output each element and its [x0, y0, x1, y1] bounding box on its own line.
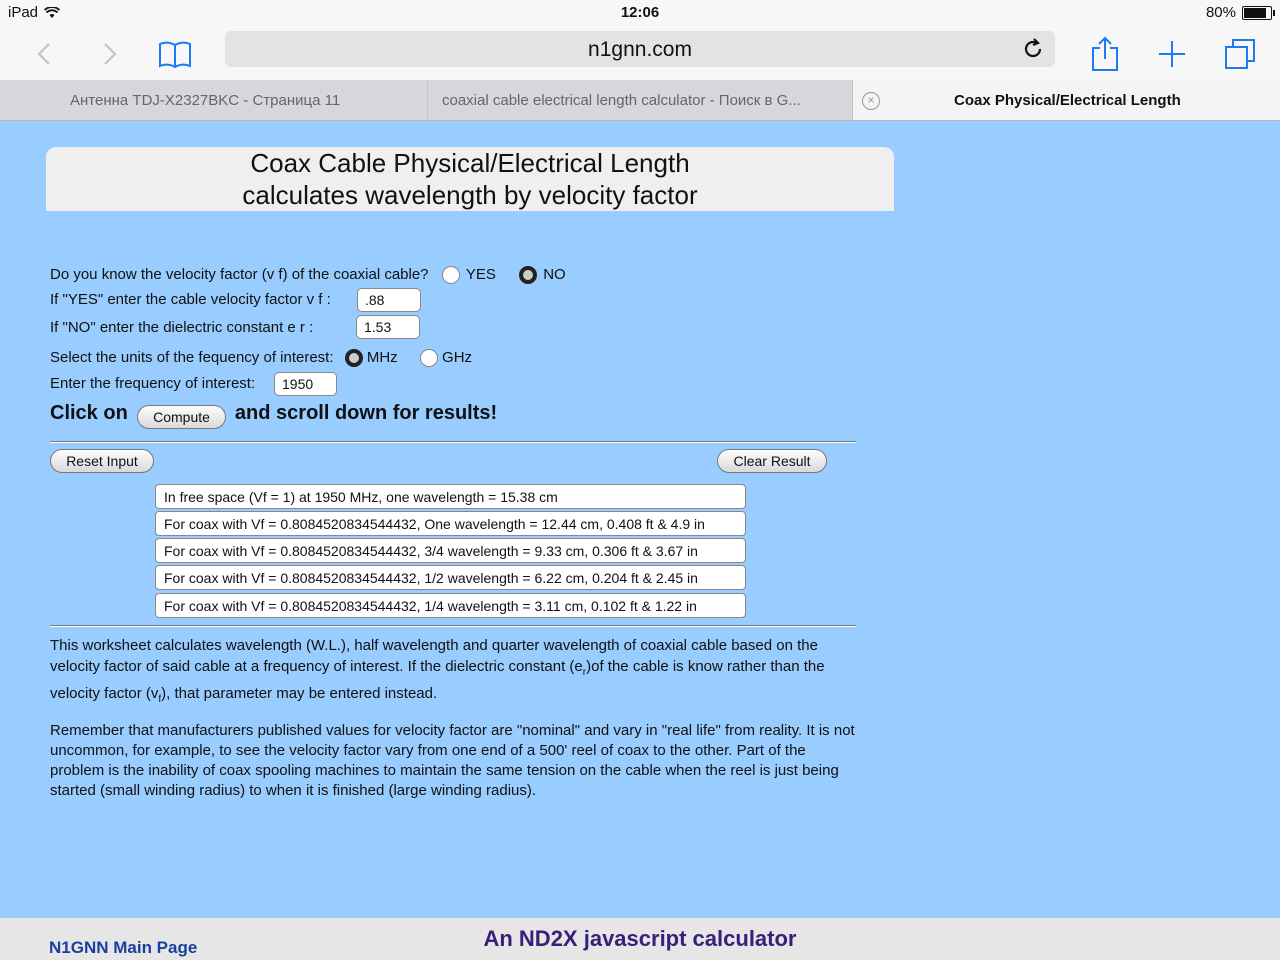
desc-text: )of the cable is know rather than the velocity factor (v: [50, 658, 825, 702]
vf-question: Do you know the velocity factor (v f) of the coaxial cable?: [50, 266, 429, 283]
units-prompt: Select the units of the fequency of interest:: [50, 349, 334, 366]
compute-line: [50, 402, 497, 425]
tab-search[interactable]: [428, 80, 853, 120]
result-free-space: In free space (Vf = 1) at 1950 MHz, one wavelength = 15.38 cm: [155, 484, 746, 509]
freq-input[interactable]: 1950: [274, 372, 337, 396]
desc-sub: r: [582, 667, 587, 678]
result-three-quarter-wavelength: For coax with Vf = 0.8084520834544432, 3/4 wavelength = 9.33 cm, 0.306 ft & 3.67 in: [155, 538, 746, 563]
bookmarks-icon[interactable]: [155, 34, 195, 74]
tab-label: coaxial cable electrical length calculator - Поиск в G...: [442, 91, 801, 109]
note-paragraph: Remember that manufacturers published values for velocity factor are "nominal" and vary in "real life" from reality. It is not uncommon, for example, to see the velocity factor vary from one end of a 500' reel of coax to the other. Part of the problem is the inability of coax spooling machines to maintain the same tension on the cable when the reel is just being started (small winding radius) to when it is finished (large winding radius).: [50, 722, 855, 799]
battery-percent: 80%: [1205, 4, 1236, 21]
result-one-wavelength: For coax with Vf = 0.8084520834544432, One wavelength = 12.44 cm, 0.408 ft & 4.9 in: [155, 511, 746, 536]
desc-text: ), that parameter may be entered instead.: [161, 685, 438, 702]
url-bar[interactable]: [225, 31, 1055, 67]
ghz-radio[interactable]: [420, 349, 438, 367]
er-prompt: If "NO" enter the dielectric constant e r :: [50, 319, 314, 336]
clear-result-button[interactable]: Clear Result: [717, 449, 827, 473]
clock: 12:06: [620, 4, 660, 21]
tab-bar: [0, 80, 1280, 121]
page-header: [46, 147, 894, 211]
credit-text: An ND2X javascript calculator: [483, 926, 797, 951]
close-tab-icon[interactable]: ×: [862, 92, 880, 110]
yes-radio[interactable]: [442, 266, 460, 284]
reload-icon[interactable]: [1021, 37, 1045, 61]
tab-coax[interactable]: [853, 80, 1280, 120]
desc-sub: f: [158, 694, 162, 705]
no-radio[interactable]: [519, 266, 537, 284]
browser-toolbar: [0, 26, 1280, 80]
scroll-text: and scroll down for results!: [234, 402, 498, 424]
page-title: Coax Cable Physical/Electrical Length: [250, 148, 690, 178]
tab-label: Coax Physical/Electrical Length: [954, 91, 1181, 109]
vf-input[interactable]: .88: [357, 288, 421, 312]
battery-icon: [1242, 6, 1272, 20]
mhz-radio[interactable]: [345, 349, 363, 367]
result-half-wavelength: For coax with Vf = 0.8084520834544432, 1/2 wavelength = 6.22 cm, 0.204 ft & 2.45 in: [155, 565, 746, 590]
vf-question-row: [50, 266, 566, 284]
status-bar: [0, 0, 1280, 26]
device-label: iPad: [8, 4, 39, 21]
desc-text: This worksheet calculates wavelength (W.L.), half wavelength and quarter wavelength of coaxial cable based on the velocity factor of said cable at a frequency of interest. If the dielectric constant (e: [50, 637, 818, 675]
page-subtitle: calculates wavelength by velocity factor: [242, 180, 698, 210]
tabs-icon[interactable]: [1220, 34, 1260, 74]
tab-antenna[interactable]: [0, 80, 428, 120]
status-right: [1206, 4, 1272, 21]
main-page-link[interactable]: N1GNN Main Page: [49, 938, 198, 957]
click-on-text: Click on: [50, 402, 128, 424]
yes-label: YES: [465, 266, 496, 283]
description-paragraph: [50, 635, 862, 710]
tab-label: Антенна TDJ-X2327BKC - Страница 11: [70, 91, 341, 109]
mhz-label: MHz: [366, 349, 398, 366]
vf-prompt: If "YES" enter the cable velocity factor v f :: [50, 291, 331, 308]
divider: [50, 625, 856, 627]
result-quarter-wavelength: For coax with Vf = 0.8084520834544432, 1/4 wavelength = 3.11 cm, 0.102 ft & 1.22 in: [155, 593, 746, 618]
back-icon[interactable]: [24, 34, 64, 74]
er-input[interactable]: 1.53: [356, 315, 420, 339]
share-icon[interactable]: [1085, 34, 1125, 74]
units-row: [50, 349, 472, 367]
forward-icon[interactable]: [90, 34, 130, 74]
footer: [0, 918, 1280, 960]
url-text: n1gnn.com: [588, 38, 692, 61]
reset-input-button[interactable]: Reset Input: [50, 449, 154, 473]
freq-prompt: Enter the frequency of interest:: [50, 375, 256, 392]
no-label: NO: [543, 266, 566, 283]
compute-button[interactable]: Compute: [137, 405, 226, 429]
divider: [50, 441, 856, 443]
new-tab-icon[interactable]: [1152, 34, 1192, 74]
ghz-label: GHz: [442, 349, 473, 366]
